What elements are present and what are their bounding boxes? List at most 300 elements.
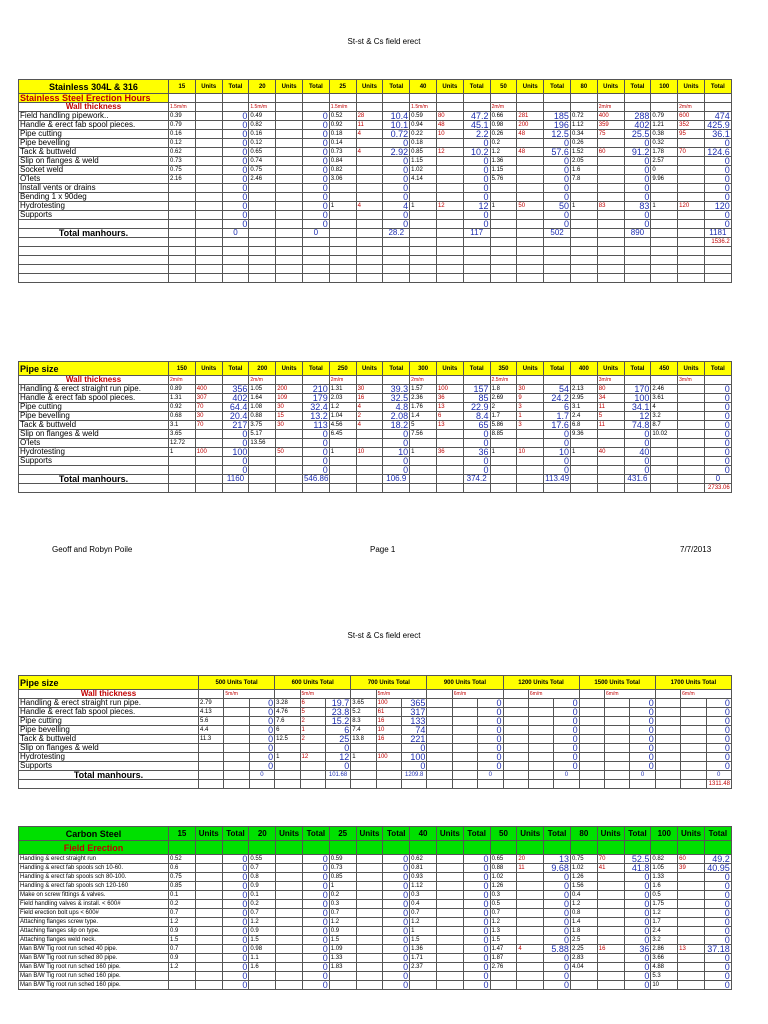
- table-cell: 5: [410, 421, 437, 430]
- table-cell: [276, 193, 303, 202]
- row-label: Attaching flanges screw type.: [19, 918, 169, 927]
- table-cell: [517, 972, 544, 981]
- table-cell: 1.4: [570, 918, 597, 927]
- table-cell: 0: [302, 175, 329, 184]
- empty-cell: [329, 475, 356, 484]
- table-cell: [356, 891, 383, 900]
- pipe-size-table-150-450: [18, 361, 732, 493]
- table-cell: 2.4: [651, 927, 678, 936]
- empty-cell: [597, 247, 624, 256]
- table-cell: 0: [222, 900, 249, 909]
- table-cell: 0.82: [651, 855, 678, 864]
- wall-thickness-cell: 2m/m: [169, 376, 196, 385]
- table-cell: [605, 762, 630, 771]
- table-cell: 0: [302, 972, 329, 981]
- column-header: 350: [490, 362, 517, 376]
- row-label: Field handling pipework..: [19, 112, 169, 121]
- table-cell: 0.16: [249, 130, 276, 139]
- table-cell: 0: [544, 936, 571, 945]
- row-label: Supports: [19, 211, 169, 220]
- table-cell: 170: [624, 385, 651, 394]
- grand-total-value: 1311.48: [706, 780, 731, 789]
- grand-total-row: [19, 238, 732, 247]
- empty-cell: [463, 274, 490, 283]
- table-cell: 1.36: [490, 157, 517, 166]
- wall-thickness-cell: [624, 103, 651, 112]
- table-cell: 0: [302, 457, 329, 466]
- column-header: Units: [678, 80, 705, 94]
- table-cell: [276, 175, 303, 184]
- table-cell: 0: [383, 211, 410, 220]
- table-cell: [329, 466, 356, 475]
- table-cell: 36: [436, 448, 463, 457]
- table-cell: 0: [704, 166, 731, 175]
- table-cell: 2.76: [490, 963, 517, 972]
- table-cell: 0.26: [570, 139, 597, 148]
- empty-cell: [410, 94, 437, 103]
- table-cell: [597, 457, 624, 466]
- page1-header: St-st & Cs field erect: [347, 37, 421, 46]
- table-cell: 8.85: [490, 430, 517, 439]
- wall-thickness-cell: [651, 103, 678, 112]
- table-cell: [597, 891, 624, 900]
- table-cell: 0: [222, 130, 249, 139]
- table-cell: [597, 175, 624, 184]
- table-cell: 200: [276, 385, 303, 394]
- table-cell: [597, 439, 624, 448]
- table-cell: 2.13: [570, 385, 597, 394]
- table-cell: [427, 753, 452, 762]
- table-cell: [678, 394, 705, 403]
- table-cell: [410, 466, 437, 475]
- table-cell: [195, 945, 222, 954]
- table-cell: [195, 466, 222, 475]
- table-cell: [678, 909, 705, 918]
- empty-cell: [276, 256, 303, 265]
- table-cell: [329, 193, 356, 202]
- table-cell: 36.1: [704, 130, 731, 139]
- table-cell: 0: [222, 175, 249, 184]
- empty-cell: [579, 780, 604, 789]
- empty-cell: [605, 780, 630, 789]
- table-cell: 2.08: [383, 412, 410, 421]
- table-cell: 0.75: [169, 873, 196, 882]
- empty-cell: [463, 247, 490, 256]
- table-row: [19, 448, 732, 457]
- column-header: Total: [463, 827, 490, 841]
- table-cell: [195, 166, 222, 175]
- table-cell: [605, 744, 630, 753]
- wall-thickness-cell: [624, 376, 651, 385]
- table-row: [19, 726, 732, 735]
- empty-cell: [351, 780, 376, 789]
- table-cell: [195, 184, 222, 193]
- table-cell: 0: [624, 981, 651, 990]
- table-cell: 0: [222, 855, 249, 864]
- table-cell: 16: [597, 945, 624, 954]
- table-cell: [195, 211, 222, 220]
- table-cell: 0: [704, 981, 731, 990]
- row-label: O'lets: [19, 175, 169, 184]
- table-cell: 0: [624, 166, 651, 175]
- table-cell: [436, 882, 463, 891]
- table-cell: [276, 220, 303, 229]
- table-row: [19, 412, 732, 421]
- empty-cell: [570, 265, 597, 274]
- table-cell: 1.12: [410, 882, 437, 891]
- table-row: [19, 394, 732, 403]
- table-cell: 2.57: [651, 157, 678, 166]
- table-row: [19, 220, 732, 229]
- table-cell: [681, 708, 706, 717]
- table-cell: 30: [517, 385, 544, 394]
- table-cell: 7.56: [410, 430, 437, 439]
- empty-cell: [570, 229, 597, 238]
- table-cell: [356, 855, 383, 864]
- empty-cell: [276, 247, 303, 256]
- empty-cell: [169, 247, 196, 256]
- table-cell: 1.36: [410, 945, 437, 954]
- table-cell: 100: [195, 448, 222, 457]
- table-cell: 1.05: [249, 385, 276, 394]
- table-cell: 9.36: [570, 430, 597, 439]
- table-cell: 70: [195, 403, 222, 412]
- table-cell: [490, 184, 517, 193]
- table-cell: 2: [356, 412, 383, 421]
- column-header: Total: [302, 362, 329, 376]
- wall-thickness-cell: [436, 376, 463, 385]
- table-cell: 23.8: [325, 708, 350, 717]
- empty-cell: [329, 484, 356, 493]
- table-cell: 0: [463, 220, 490, 229]
- table-cell: 0: [544, 184, 571, 193]
- table-cell: 425.9: [704, 121, 731, 130]
- table-cell: 0.9: [169, 954, 196, 963]
- wall-thickness-cell: 6m/m: [528, 690, 579, 699]
- table-cell: [436, 439, 463, 448]
- table-cell: [503, 708, 528, 717]
- table-cell: 0.49: [249, 112, 276, 121]
- table-cell: 0: [222, 918, 249, 927]
- table-cell: 95: [678, 130, 705, 139]
- empty-cell: [249, 238, 276, 247]
- table-cell: 8.4: [463, 412, 490, 421]
- table-cell: [528, 753, 553, 762]
- table-cell: [356, 900, 383, 909]
- table-cell: 0: [554, 708, 579, 717]
- empty-cell: [570, 238, 597, 247]
- table-cell: 1.8: [570, 927, 597, 936]
- table-cell: 0: [544, 972, 571, 981]
- table-cell: 3.2: [651, 936, 678, 945]
- column-header: 50: [490, 827, 517, 841]
- table-cell: [597, 918, 624, 927]
- table-cell: [503, 717, 528, 726]
- table-row: [19, 855, 732, 864]
- table-cell: 70: [678, 148, 705, 157]
- table-cell: 1.04: [329, 412, 356, 421]
- empty-cell: [19, 247, 169, 256]
- table-cell: [276, 909, 303, 918]
- table-cell: 0: [249, 726, 274, 735]
- table-cell: [169, 466, 196, 475]
- table-cell: 0: [383, 918, 410, 927]
- table-cell: [410, 184, 437, 193]
- empty-cell: [222, 274, 249, 283]
- table-cell: 6: [300, 699, 325, 708]
- empty-cell: [490, 247, 517, 256]
- table-cell: [597, 972, 624, 981]
- table-cell: 0: [544, 220, 571, 229]
- table-cell: [410, 457, 437, 466]
- table-cell: 47.2: [463, 112, 490, 121]
- table-cell: 70: [597, 855, 624, 864]
- empty-cell: [651, 256, 678, 265]
- table-cell: 40.95: [704, 864, 731, 873]
- table-cell: [356, 466, 383, 475]
- table-row: [19, 945, 732, 954]
- table-cell: 0: [544, 466, 571, 475]
- table-cell: 1.5: [329, 936, 356, 945]
- table-cell: 1.76: [410, 403, 437, 412]
- table-cell: 0: [554, 744, 579, 753]
- table-cell: 0: [302, 448, 329, 457]
- table-cell: [195, 900, 222, 909]
- empty-cell: [490, 265, 517, 274]
- table-cell: [276, 211, 303, 220]
- table-cell: 13.56: [249, 439, 276, 448]
- table-cell: 0: [222, 891, 249, 900]
- empty-cell: [356, 247, 383, 256]
- table-cell: [597, 900, 624, 909]
- empty-cell: [383, 841, 410, 855]
- table-cell: [452, 753, 477, 762]
- row-label: Socket weld: [19, 166, 169, 175]
- column-header: Total: [383, 827, 410, 841]
- table-cell: [678, 448, 705, 457]
- column-header: Total: [624, 80, 651, 94]
- table-cell: [452, 744, 477, 753]
- wall-thickness-cell: [704, 376, 731, 385]
- table-cell: 100: [222, 448, 249, 457]
- table-cell: 1: [329, 882, 356, 891]
- table-cell: [436, 166, 463, 175]
- table-cell: 0: [624, 900, 651, 909]
- table-cell: [199, 744, 224, 753]
- empty-cell: [678, 238, 705, 247]
- table-cell: 1.3: [490, 927, 517, 936]
- table-cell: [597, 927, 624, 936]
- table-cell: [678, 166, 705, 175]
- empty-cell: [276, 94, 303, 103]
- table-cell: [681, 699, 706, 708]
- column-header: Units: [276, 362, 303, 376]
- table-cell: 0: [651, 166, 678, 175]
- table-cell: 0: [383, 430, 410, 439]
- table-cell: 0.7: [249, 909, 276, 918]
- empty-cell: [249, 247, 276, 256]
- empty-cell: [195, 274, 222, 283]
- table-cell: [376, 762, 401, 771]
- row-label: [19, 466, 169, 475]
- table-cell: 36: [436, 394, 463, 403]
- table-cell: [436, 981, 463, 990]
- table-cell: 4.76: [275, 708, 300, 717]
- t3-wall-row: [19, 690, 732, 699]
- table-cell: 10.02: [651, 430, 678, 439]
- table-cell: [436, 963, 463, 972]
- table-cell: 179: [302, 394, 329, 403]
- total-value: 0: [249, 771, 274, 780]
- table-cell: 4.88: [651, 963, 678, 972]
- wall-thickness-cell: [222, 376, 249, 385]
- empty-cell: [195, 94, 222, 103]
- empty-cell: [276, 274, 303, 283]
- table-cell: 0: [302, 430, 329, 439]
- table-cell: 0: [222, 927, 249, 936]
- table-cell: [517, 439, 544, 448]
- table-cell: 10: [356, 448, 383, 457]
- table-cell: [678, 184, 705, 193]
- empty-cell: [704, 94, 731, 103]
- row-label: Man B/W Tig root run sched 160 pipe.: [19, 972, 169, 981]
- table-cell: 0: [302, 954, 329, 963]
- table-cell: [356, 972, 383, 981]
- table-cell: 5.76: [490, 175, 517, 184]
- table-cell: 0: [624, 873, 651, 882]
- empty-cell: [356, 274, 383, 283]
- table-cell: 0: [222, 121, 249, 130]
- wall-thickness-cell: [195, 376, 222, 385]
- table-cell: [651, 439, 678, 448]
- table-cell: 0.14: [329, 139, 356, 148]
- table-cell: 0: [249, 708, 274, 717]
- table-cell: 0: [624, 972, 651, 981]
- table-cell: [351, 762, 376, 771]
- table-cell: [678, 457, 705, 466]
- table-cell: [300, 744, 325, 753]
- table-cell: 11.3: [199, 735, 224, 744]
- table-cell: 0.82: [249, 121, 276, 130]
- table-cell: 0: [554, 699, 579, 708]
- table-cell: 0: [544, 918, 571, 927]
- empty-cell: [199, 780, 224, 789]
- table-cell: 0: [624, 175, 651, 184]
- empty-cell: [199, 690, 224, 699]
- table-cell: 5.2: [351, 708, 376, 717]
- table-cell: 64.4: [222, 403, 249, 412]
- empty-cell: [681, 771, 706, 780]
- table-cell: 0: [383, 954, 410, 963]
- table-cell: 0.5: [651, 891, 678, 900]
- table-cell: [605, 753, 630, 762]
- table-cell: 0.68: [169, 412, 196, 421]
- table-cell: 0: [704, 193, 731, 202]
- empty-cell: [452, 771, 477, 780]
- table-cell: 2.36: [410, 394, 437, 403]
- table-cell: 13.2: [302, 412, 329, 421]
- table-cell: 65: [463, 421, 490, 430]
- empty-cell: [427, 771, 452, 780]
- table-cell: 1.2: [169, 918, 196, 927]
- wall-thickness-cell: [463, 103, 490, 112]
- table-cell: 0: [463, 430, 490, 439]
- table-cell: [199, 762, 224, 771]
- table-cell: [517, 175, 544, 184]
- empty-cell: [195, 484, 222, 493]
- empty-cell: [276, 841, 303, 855]
- table-cell: [275, 762, 300, 771]
- table-cell: [517, 918, 544, 927]
- t2-title: Pipe size: [19, 362, 169, 376]
- table-cell: 1: [570, 448, 597, 457]
- empty-cell: [651, 229, 678, 238]
- table-cell: 37.18: [704, 945, 731, 954]
- table-cell: 0: [402, 744, 427, 753]
- table-cell: 1: [300, 726, 325, 735]
- table-cell: 0.88: [490, 864, 517, 873]
- table-cell: [651, 457, 678, 466]
- empty-cell: [436, 94, 463, 103]
- table-cell: 0: [463, 873, 490, 882]
- table-cell: [351, 744, 376, 753]
- table-cell: 36: [624, 945, 651, 954]
- total-value: 0: [704, 475, 731, 484]
- table-cell: 12: [436, 202, 463, 211]
- table-row: [19, 157, 732, 166]
- empty-cell: [169, 265, 196, 274]
- column-header: Total: [463, 80, 490, 94]
- column-header: Total: [302, 80, 329, 94]
- table-cell: [655, 744, 680, 753]
- blank-row: [19, 265, 732, 274]
- empty-cell: [383, 274, 410, 283]
- table-cell: [195, 202, 222, 211]
- empty-cell: [704, 256, 731, 265]
- table-cell: 0: [222, 909, 249, 918]
- table-cell: 2.46: [249, 175, 276, 184]
- table-cell: 60: [597, 148, 624, 157]
- empty-cell: [410, 484, 437, 493]
- table-cell: 0: [463, 927, 490, 936]
- table-cell: 1.4: [410, 412, 437, 421]
- column-header: 700 Units Total: [351, 676, 427, 690]
- table-cell: 0: [624, 220, 651, 229]
- empty-cell: [427, 690, 452, 699]
- column-header: Total: [222, 827, 249, 841]
- table-cell: 0.92: [169, 403, 196, 412]
- wall-thickness-cell: [544, 376, 571, 385]
- table-cell: [275, 744, 300, 753]
- table-cell: 1.02: [490, 873, 517, 882]
- table-cell: 210: [302, 385, 329, 394]
- wall-thickness-cell: [517, 376, 544, 385]
- table-cell: 0: [544, 157, 571, 166]
- empty-cell: [351, 690, 376, 699]
- column-header: Units: [276, 827, 303, 841]
- empty-cell: [463, 484, 490, 493]
- table-cell: 10: [383, 448, 410, 457]
- empty-cell: [624, 265, 651, 274]
- empty-cell: [490, 475, 517, 484]
- empty-cell: [169, 256, 196, 265]
- table-cell: 2.46: [651, 385, 678, 394]
- table-cell: 0.82: [329, 166, 356, 175]
- wall-thickness-cell: [383, 103, 410, 112]
- table-cell: 0.22: [410, 130, 437, 139]
- empty-cell: [490, 841, 517, 855]
- table-cell: 0: [302, 211, 329, 220]
